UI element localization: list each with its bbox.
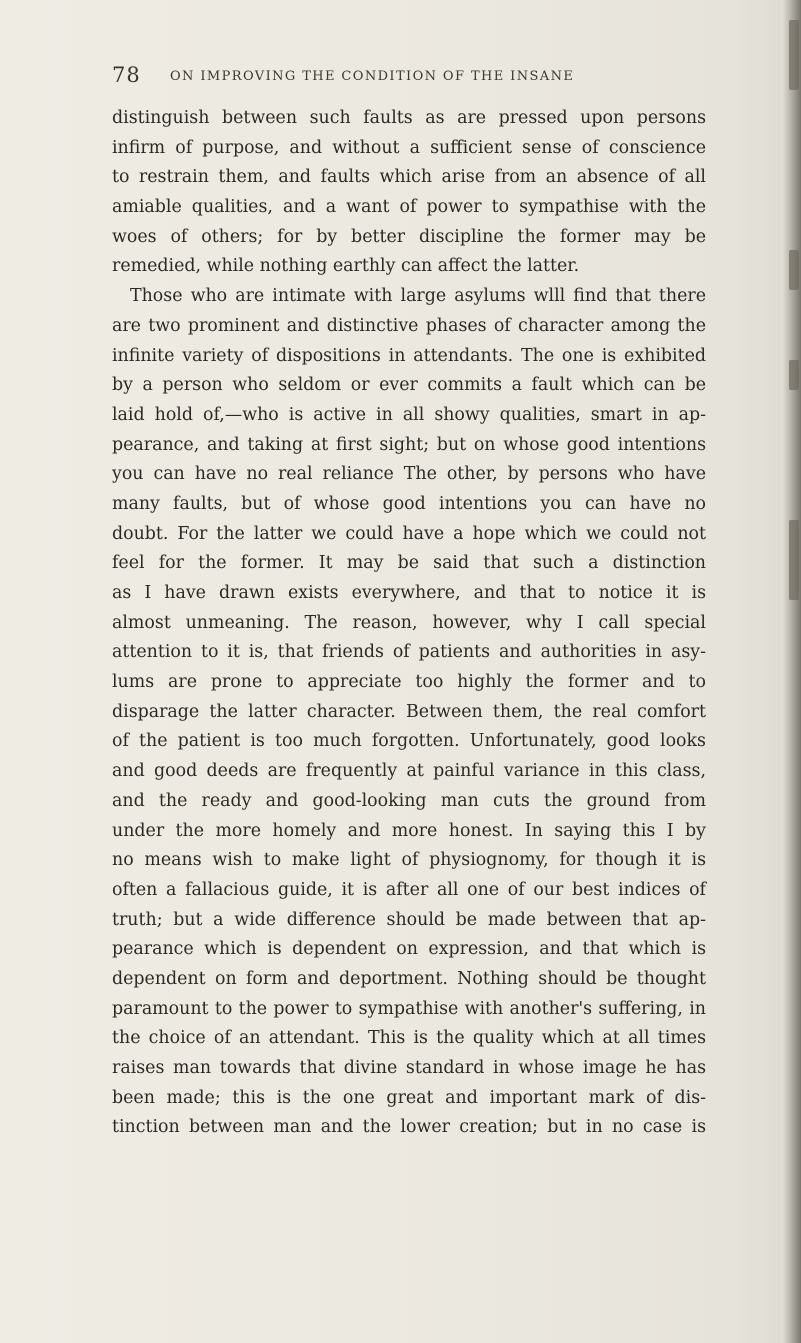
text-line: to restrain them, and faults which arise from an absence of all [112,167,706,188]
text-line: woes of others; for by better discipline the former may be [112,226,706,247]
text-line: attention to it is, that friends of patients and authorities in asy- [112,642,706,663]
text-line: amiable qualities, and a want of power to sympathise with the [112,197,706,218]
page-edge-shadow [783,0,801,1343]
text-line: truth; but a wide difference should be made between that ap- [112,909,706,930]
text-line: lums are prone to appreciate too highly the former and to [112,672,706,693]
text-line: Those who are intimate with large asylums wlll find that there [130,286,706,307]
text-line: infirm of purpose, and without a sufficient sense of conscience [112,137,706,158]
page-edge-mark [789,20,799,90]
text-line: raises man towards that divine standard in whose image he has [112,1058,706,1078]
text-line: no means wish to make light of physiognomy, for though it is [112,850,706,871]
text-line: are two prominent and distinctive phases of character among the [112,315,706,336]
text-line: feel for the former. It may be said that such a distinction [112,553,706,574]
running-head: ON IMPROVING THE CONDITION OF THE INSANE [170,69,575,84]
page-header [112,63,712,93]
text-line: and the ready and good-looking man cuts the ground from [112,790,706,811]
text-line: distinguish between such faults as are pressed upon persons [112,108,706,128]
text-line: by a person who seldom or ever commits a fault which can be [112,375,706,396]
text-line: almost unmeaning. The reason, however, why I call special [112,612,706,633]
text-line: disparage the latter character. Between them, the real comfort [112,701,706,722]
page-edge-mark [789,250,799,290]
text-line: tinction between man and the lower creation; but in no case is [112,1117,706,1138]
text-line: laid hold of,—who is active in all showy qualities, smart in ap- [112,404,706,425]
page-edge-mark [789,360,799,390]
text-line: and good deeds are frequently at painful variance in this class, [112,761,706,782]
text-line: pearance which is dependent on expression, and that which is [112,939,706,960]
text-line: as I have drawn exists everywhere, and that to notice it is [112,583,706,603]
text-line: infinite variety of dispositions in attendants. The one is exhibited [112,345,706,366]
text-line: under the more homely and more honest. In saying this I by [112,820,706,841]
text-line: many faults, but of whose good intentions you can have no [112,493,706,514]
text-line: doubt. For the latter we could have a hope which we could not [112,523,706,544]
text-line: often a fallacious guide, it is after all one of our best indices of [112,879,706,900]
text-line: pearance, and taking at first sight; but on whose good intentions [112,434,706,455]
page-number: 78 [112,63,141,87]
text-line: been made; this is the one great and important mark of dis- [112,1087,706,1108]
text-line: dependent on form and deportment. Nothing should be thought [112,968,706,989]
text-line: remedied, while nothing earthly can affect the latter. [112,256,580,277]
text-line: paramount to the power to sympathise with another's suffering, in [112,998,706,1019]
body-text [112,104,706,1143]
text-line: you can have no real reliance The other, by persons who have [112,464,706,485]
page-edge-mark [789,520,799,600]
text-line: of the patient is too much forgotten. Unfortunately, good looks [112,731,706,752]
text-line: the choice of an attendant. This is the quality which at all times [112,1028,706,1049]
